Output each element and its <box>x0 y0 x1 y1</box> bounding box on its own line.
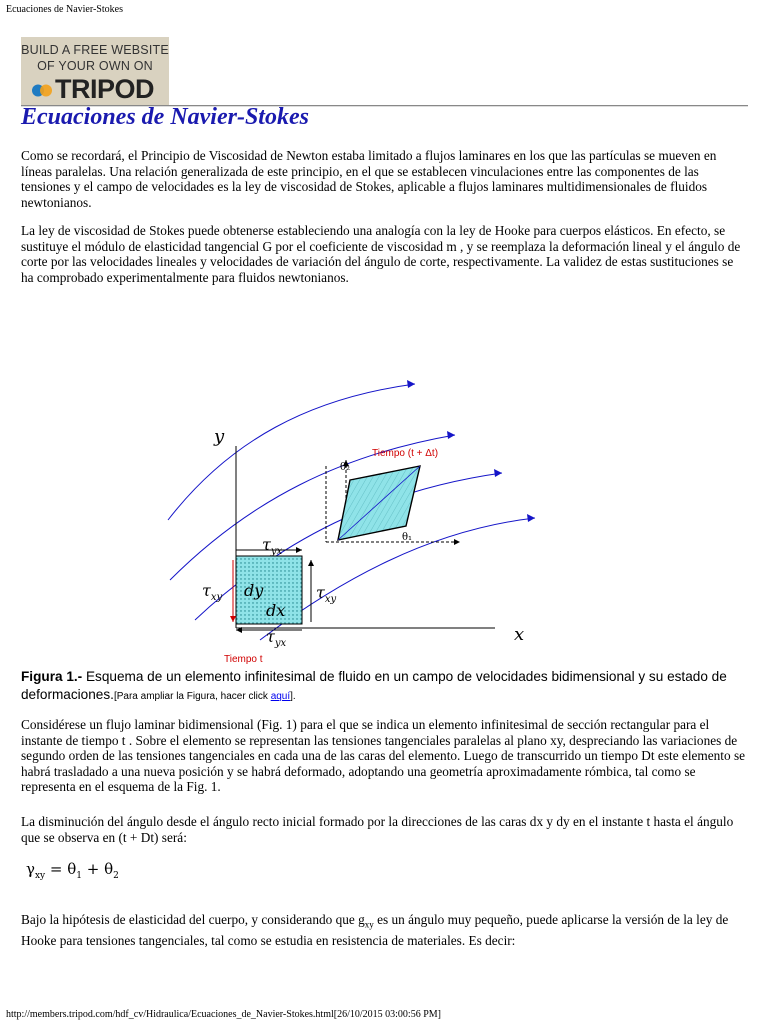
caption-text: Esquema de un elemento infinitesimal de fluido en un campo de velocidades bidimensional y su estado de deformaciones. <box>21 669 727 702</box>
caption-label: Figura 1.- <box>21 669 83 684</box>
time-later-label: Tiempo (t + Δt) <box>372 448 439 459</box>
banner-line-2: OF YOUR OWN ON <box>37 59 153 73</box>
page-header-title: Ecuaciones de Navier-Stokes <box>6 4 123 15</box>
figure-caption <box>21 668 748 706</box>
tau-xy-right-label: $\tau_{xy}$ <box>316 583 337 605</box>
paragraph-intro: Como se recordará, el Principio de Viscosidad de Newton estaba limitado a flujos laminares en los que las partículas se mueven en líneas paralelas. Una relación generalizada de este principio, en el que se establecen vinculaciones entre las componentes de las tensiones y el campo de velocidades es la ley de viscosidad de Stokes, aplicable a flujos laminares multidimensionales de fluidos newtonianos. <box>21 148 717 210</box>
page-title: Ecuaciones de Navier-Stokes <box>21 104 309 130</box>
dy-label: dy <box>244 581 264 600</box>
x-axis-label: x <box>514 624 525 645</box>
paragraph-laminar-flow: Considérese un flujo laminar bidimensional (Fig. 1) para el que se indica un elemento infinitesimal de sección rectangular para el instante de tiempo t . Sobre el elemento se representan las tensiones tangenciales paralelas al plano xy, despreciando las variaciones de segundo orden de las tensiones tangenciales en cada una de las caras del elemento. Luego de transcurrido un tiempo Dt este elemento se habrá trasladado a una nueva posición y se habrá deformado, adoptando una geometría aproximadamente rómbica, tal como se representa en el esquema de la Fig. 1. <box>21 717 746 795</box>
page-footer-url: http://members.tripod.com/hdf_cv/Hidraulica/Ecuaciones_de_Navier-Stokes.html[26/10/2015 03:00:56 PM] <box>6 1009 441 1020</box>
tripod-logo-icon <box>32 82 53 99</box>
enlarge-figure-link[interactable]: aquí <box>270 691 291 702</box>
caption-hint-end: ]. <box>290 691 296 702</box>
theta1-label: θ₁ <box>402 532 413 543</box>
tau-yx-bottom-label: $\tau_{yx}$ <box>266 627 287 649</box>
tripod-banner-ad[interactable] <box>21 37 169 105</box>
shear-strain-formula: $\gamma_{xy} = \theta_1 + \theta_2$ <box>26 860 119 881</box>
tau-yx-top-label: $\tau_{yx}$ <box>262 535 283 557</box>
paragraph-angle: La disminución del ángulo desde el ángulo recto inicial formado por la direcciones de las caras dx y dy en el instante t hasta el ángulo que se observa en (t + Dt) será: <box>21 814 734 845</box>
caption-hint: [Para ampliar la Figura, hacer click <box>113 691 271 702</box>
paragraph-hooke-law: Bajo la hipótesis de elasticidad del cuerpo, y considerando que $g_{xy}$ es un ángulo muy pequeño, puede aplicarse la versión de la ley de Hooke para tensiones tangenciales, tal como se estudia en resistencia de materiales. Es decir: <box>21 912 729 949</box>
time-t-label: Tiempo t <box>224 654 263 665</box>
banner-brand: TRIPOD <box>55 74 155 104</box>
tau-xy-left-label: $\tau_{xy}$ <box>202 581 223 603</box>
banner-line-1: BUILD A FREE WEBSITE <box>21 43 169 57</box>
dx-label: dx <box>266 601 286 620</box>
paragraph-stokes-law: La ley de viscosidad de Stokes puede obtenerse estableciendo una analogía con la ley de Hooke para cuerpos elásticos. En efecto, se sustituye el módulo de elasticidad tangencial G por el coeficiente de viscosidad m , y se reemplaza la deformación lineal y el ángulo de corte por las velocidades lineales y velocidades de variación del ángulo de corte, respectivamente. La validez de estas sustituciones se ha comprobado experimentalmente para fluidos newtonianos. <box>21 223 741 285</box>
y-axis-label: y <box>214 426 225 447</box>
figure-fluid-element[interactable] <box>140 370 560 670</box>
theta2-label: θ₂ <box>340 462 351 473</box>
